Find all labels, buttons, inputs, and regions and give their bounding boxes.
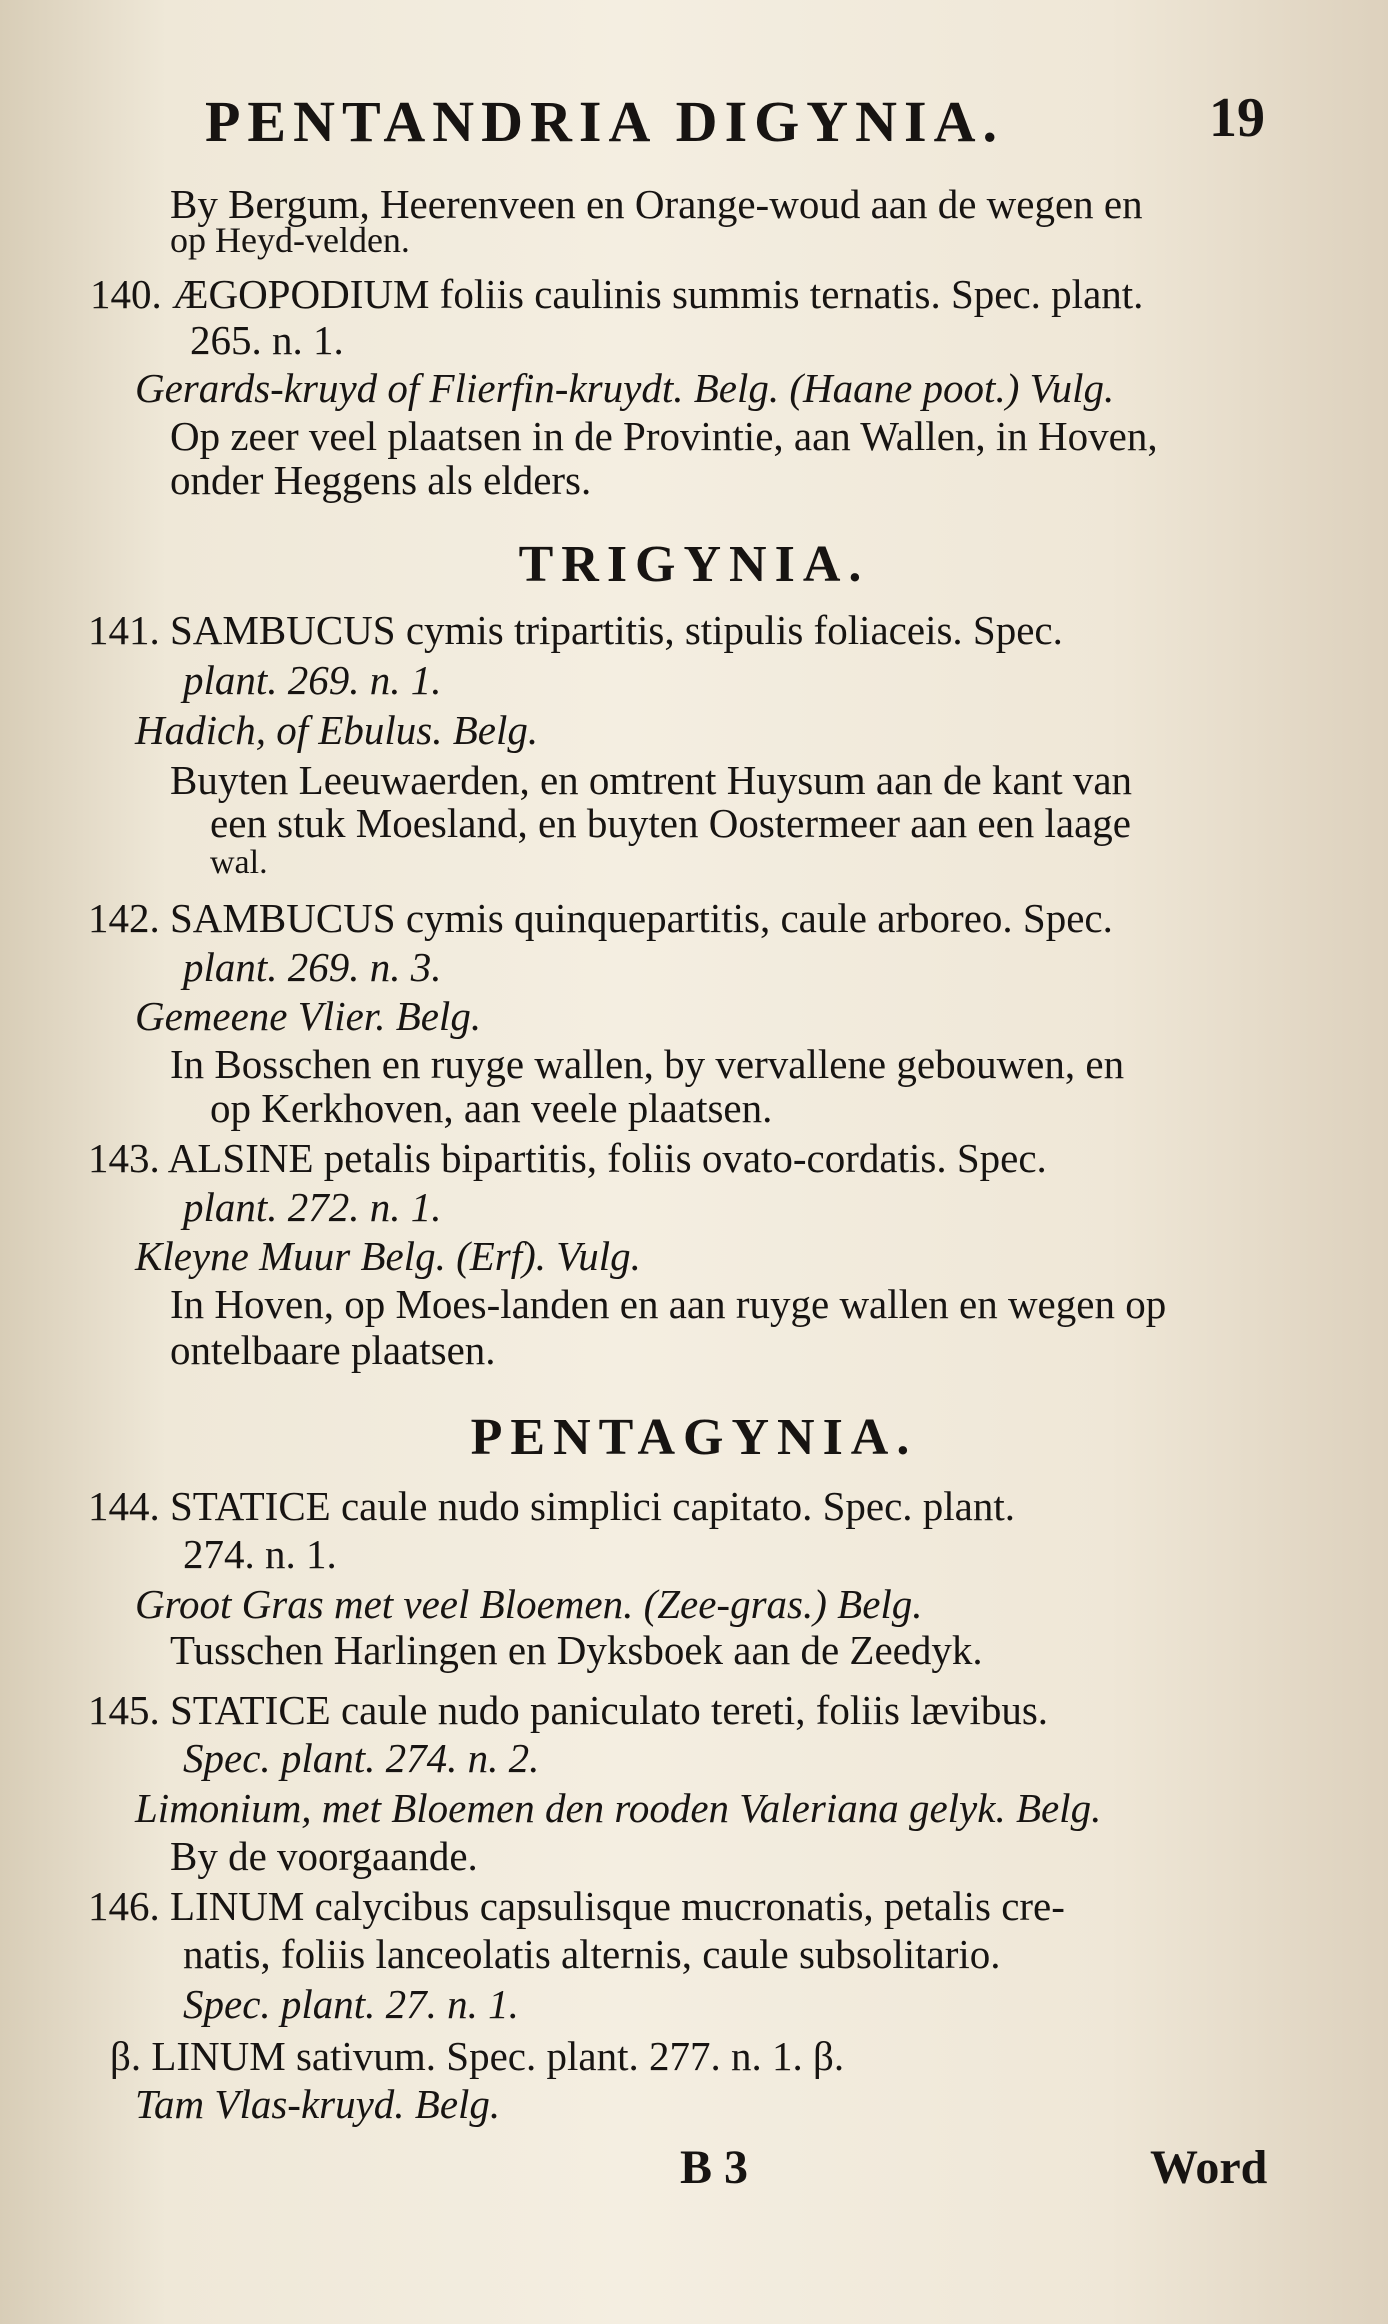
running-head: PENTANDRIA DIGYNIA. — [205, 89, 1004, 154]
entry-142-line-2: plant. 269. n. 3. — [183, 944, 442, 990]
entry-144-line-4: Tusschen Harlingen en Dyksboek aan de Zeedyk. — [170, 1627, 983, 1673]
entry-143-line-4: In Hoven, op Moes-landen en aan ruyge wallen en wegen op — [170, 1281, 1167, 1327]
catchword: Word — [1150, 2141, 1268, 2194]
entry-144-line-2: 274. n. 1. — [183, 1531, 337, 1577]
entry-143-line-5: ontelbaare plaatsen. — [170, 1327, 496, 1373]
entry-145-line-4: By de voorgaande. — [170, 1833, 478, 1879]
entry-143-line-1: 143. ALSINE petalis bipartitis, foliis ovato-cordatis. Spec. — [88, 1135, 1047, 1181]
entry-143-line-3: Kleyne Muur Belg. (Erf). Vulg. — [135, 1233, 641, 1279]
entry-140-line-4: Op zeer veel plaatsen in de Provintie, aan Wallen, in Hoven, — [170, 413, 1158, 459]
entry-140-line-3: Gerards-kruyd of Flierfin-kruydt. Belg. (Haane poot.) Vulg. — [135, 365, 1115, 411]
entry-143-line-2: plant. 272. n. 1. — [183, 1184, 442, 1230]
intro-line-2: op Heyd-velden. — [170, 220, 410, 260]
intro-line-1: By Bergum, Heerenveen en Orange-woud aan de wegen en — [170, 181, 1143, 227]
entry-141-line-5: een stuk Moesland, en buyten Oostermeer aan een laage — [210, 800, 1131, 846]
entry-144-line-1: 144. STATICE caule nudo simplici capitato. Spec. plant. — [88, 1483, 1016, 1529]
entry-142-line-3: Gemeene Vlier. Belg. — [135, 993, 482, 1039]
section-trigynia: TRIGYNIA. — [518, 536, 870, 593]
section-pentagynia: PENTAGYNIA. — [470, 1409, 918, 1466]
entry-146-line-3: Spec. plant. 27. n. 1. — [183, 1981, 519, 2027]
entry-140-line-1: 140. ÆGOPODIUM foliis caulinis summis ternatis. Spec. plant. — [90, 271, 1144, 317]
entry-144-line-3: Groot Gras met veel Bloemen. (Zee-gras.) Belg. — [135, 1581, 923, 1627]
page-header — [205, 88, 1265, 166]
entry-141-line-2: plant. 269. n. 1. — [183, 657, 442, 703]
entry-141-line-1: 141. SAMBUCUS cymis tripartitis, stipulis foliaceis. Spec. — [88, 607, 1063, 653]
signature-mark: B 3 — [680, 2141, 749, 2194]
entry-146-line-4: β. LINUM sativum. Spec. plant. 277. n. 1. β. — [110, 2033, 845, 2079]
entry-140-line-2: 265. n. 1. — [190, 317, 344, 363]
page-number: 19 — [1209, 87, 1265, 149]
entry-140-line-5: onder Heggens als elders. — [170, 457, 592, 503]
entry-145-line-1: 145. STATICE caule nudo paniculato tereti, foliis lævibus. — [88, 1687, 1049, 1733]
entry-145-line-3: Limonium, met Bloemen den rooden Valeriana gelyk. Belg. — [135, 1785, 1102, 1831]
entry-146-line-5: Tam Vlas-kruyd. Belg. — [135, 2081, 501, 2127]
entry-141-line-6: wal. — [210, 844, 268, 881]
entry-146-line-1: 146. LINUM calycibus capsulisque mucronatis, petalis cre- — [88, 1883, 1065, 1929]
entry-142-line-5: op Kerkhoven, aan veele plaatsen. — [210, 1085, 773, 1131]
entry-146-line-2: natis, foliis lanceolatis alternis, caule subsolitario. — [183, 1931, 1001, 1977]
entry-145-line-2: Spec. plant. 274. n. 2. — [183, 1735, 540, 1781]
entry-142-line-1: 142. SAMBUCUS cymis quinquepartitis, caule arboreo. Spec. — [88, 895, 1113, 941]
entry-141-line-4: Buyten Leeuwaerden, en omtrent Huysum aan de kant van — [170, 757, 1133, 803]
entry-141-line-3: Hadich, of Ebulus. Belg. — [135, 707, 539, 753]
entry-142-line-4: In Bosschen en ruyge wallen, by vervallene gebouwen, en — [170, 1041, 1125, 1087]
